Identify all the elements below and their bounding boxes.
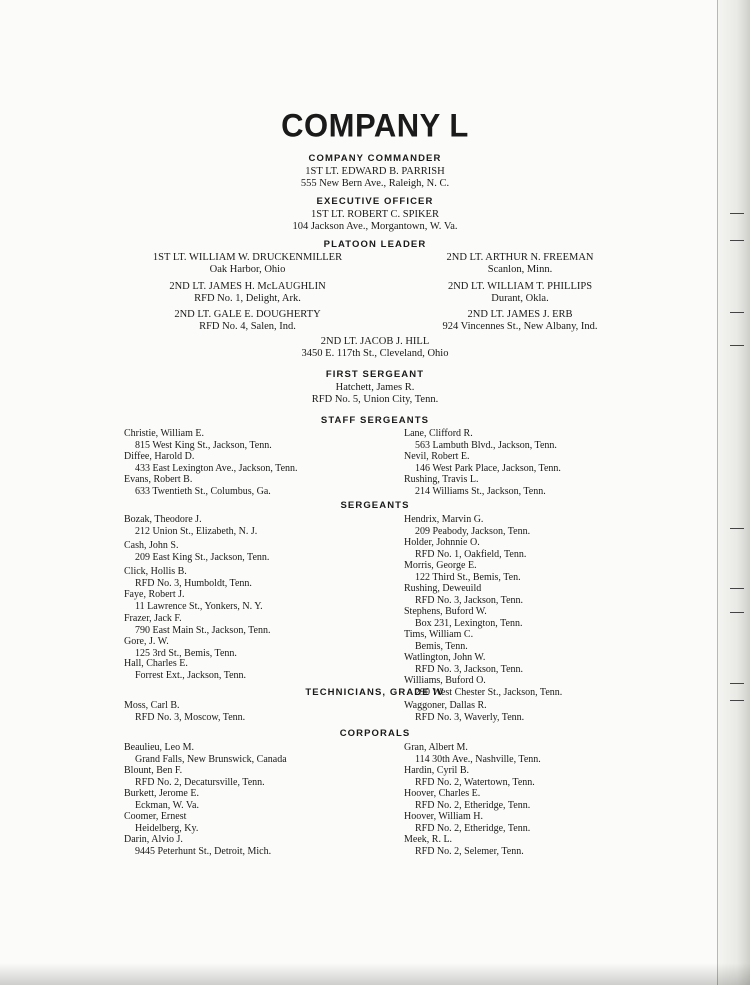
member-name: Gore, J. W. xyxy=(124,636,169,647)
page-binding-edge xyxy=(717,0,750,985)
member-address: Bemis, Tenn. xyxy=(415,640,468,652)
member-name: Evans, Robert B. xyxy=(124,474,193,485)
section-heading-company-commander: COMPANY COMMANDER xyxy=(308,153,442,164)
member-address: RFD No. 1, Oakfield, Tenn. xyxy=(415,548,527,560)
platoon-leader-address: Durant, Okla. xyxy=(491,293,549,304)
list-item xyxy=(404,451,561,474)
member-address: 290 West Chester St., Jackson, Tenn. xyxy=(415,686,563,698)
member-name: Frazer, Jack F. xyxy=(124,613,182,624)
member-name: Gran, Albert M. xyxy=(404,742,468,753)
member-address: Forrest Ext., Jackson, Tenn. xyxy=(135,669,247,681)
member-name: Blount, Ben F. xyxy=(124,765,183,776)
member-address: 209 East King St., Jackson, Tenn. xyxy=(135,551,270,563)
list-item xyxy=(124,700,245,723)
list-item xyxy=(124,566,252,589)
list-item xyxy=(124,636,237,659)
member-address: RFD No. 3, Jackson, Tenn. xyxy=(415,594,524,606)
platoon-leader-name: 2ND LT. WILLIAM T. PHILLIPS xyxy=(447,281,593,292)
list-item xyxy=(404,834,524,857)
executive-officer-name: 1ST LT. ROBERT C. SPIKER xyxy=(311,209,439,220)
list-item xyxy=(124,540,269,563)
platoon-leader-address: 924 Vincennes St., New Albany, Ind. xyxy=(442,321,598,332)
member-address: Box 231, Lexington, Tenn. xyxy=(415,617,523,629)
list-item xyxy=(124,428,272,451)
list-item xyxy=(404,474,546,497)
list-item xyxy=(404,537,526,560)
platoon-leader-entry xyxy=(405,309,635,333)
member-name: Watlington, John W. xyxy=(404,652,486,663)
platoon-leader-name: 2ND LT. GALE E. DOUGHERTY xyxy=(174,309,321,320)
member-address: 125 3rd St., Bemis, Tenn. xyxy=(135,647,237,659)
list-item xyxy=(124,589,263,612)
member-address: 815 West King St., Jackson, Tenn. xyxy=(135,439,272,451)
page-title: COMPANY L xyxy=(281,107,469,144)
section-heading-technicians: TECHNICIANS, GRADE IV xyxy=(305,687,445,698)
member-address: 146 West Park Place, Jackson, Tenn. xyxy=(415,462,561,474)
list-item xyxy=(124,613,271,636)
member-name: Lane, Clifford R. xyxy=(404,428,473,439)
edge-mark xyxy=(730,588,744,589)
member-name: Nevil, Robert E. xyxy=(404,451,470,462)
member-address: 114 30th Ave., Nashville, Tenn. xyxy=(415,753,541,765)
member-address: 633 Twentieth St., Columbus, Ga. xyxy=(135,485,271,497)
page-bottom-shadow xyxy=(0,963,750,985)
member-address: 122 Third St., Bemis, Ten. xyxy=(415,571,521,583)
section-heading-sergeants: SERGEANTS xyxy=(340,500,410,511)
member-name: Click, Hollis B. xyxy=(124,566,187,577)
platoon-leader-name: 1ST LT. WILLIAM W. DRUCKENMILLER xyxy=(152,252,343,263)
member-address: RFD No. 3, Jackson, Tenn. xyxy=(415,663,524,675)
section-heading-first-sergeant: FIRST SERGEANT xyxy=(325,369,425,380)
platoon-leader-name: 2ND LT. JAMES J. ERB xyxy=(467,309,573,320)
platoon-leader-name: 2ND LT. ARTHUR N. FREEMAN xyxy=(446,252,594,263)
member-name: Coomer, Ernest xyxy=(124,811,187,822)
member-address: 11 Lawrence St., Yonkers, N. Y. xyxy=(135,600,263,612)
list-item xyxy=(124,742,287,765)
list-item xyxy=(404,514,530,537)
list-item xyxy=(124,658,246,681)
member-address: RFD No. 3, Humboldt, Tenn. xyxy=(135,577,252,589)
member-name: Diffee, Harold D. xyxy=(124,451,195,462)
member-address: Grand Falls, New Brunswick, Canada xyxy=(135,753,287,765)
member-name: Tims, William C. xyxy=(404,629,474,640)
edge-mark xyxy=(730,345,744,346)
member-address: RFD No. 2, Etheridge, Tenn. xyxy=(415,822,531,834)
member-address: RFD No. 3, Moscow, Tenn. xyxy=(135,711,246,723)
list-item xyxy=(124,474,271,497)
list-item xyxy=(404,560,521,583)
edge-mark xyxy=(730,528,744,529)
list-item xyxy=(124,451,298,474)
member-address: Eckman, W. Va. xyxy=(135,799,199,811)
member-name: Rushing, Deweuild xyxy=(404,583,482,594)
member-address: RFD No. 2, Selemer, Tenn. xyxy=(415,845,524,857)
platoon-leader-entry xyxy=(130,309,365,333)
member-address: 214 Williams St., Jackson, Tenn. xyxy=(415,485,546,497)
member-name: Moss, Carl B. xyxy=(124,700,180,711)
platoon-leader-entry xyxy=(405,281,635,305)
member-name: Meek, R. L. xyxy=(404,834,453,845)
member-name: Rushing, Travis L. xyxy=(404,474,479,485)
member-address: 433 East Lexington Ave., Jackson, Tenn. xyxy=(135,462,298,474)
platoon-leader-address: Scanlon, Minn. xyxy=(487,264,553,275)
member-address: Heidelberg, Ky. xyxy=(135,822,199,834)
platoon-leader-entry xyxy=(405,252,635,276)
platoon-leader-entry xyxy=(130,281,365,305)
section-heading-platoon-leader: PLATOON LEADER xyxy=(323,239,427,250)
member-name: Darin, Alvio J. xyxy=(124,834,183,845)
member-address: RFD No. 2, Decatursville, Tenn. xyxy=(135,776,265,788)
member-name: Christie, William E. xyxy=(124,428,204,439)
member-address: RFD No. 2, Watertown, Tenn. xyxy=(415,776,535,788)
member-name: Cash, John S. xyxy=(124,540,179,551)
first-sergeant-address: RFD No. 5, Union City, Tenn. xyxy=(311,394,439,405)
member-name: Burkett, Jerome E. xyxy=(124,788,199,799)
list-item xyxy=(124,514,257,537)
first-sergeant-name: Hatchett, James R. xyxy=(335,382,415,393)
platoon-leader-center-name: 2ND LT. JACOB J. HILL xyxy=(320,336,430,347)
section-heading-corporals: CORPORALS xyxy=(339,728,411,739)
list-item xyxy=(404,629,473,652)
member-address: 563 Lambuth Blvd., Jackson, Tenn. xyxy=(415,439,557,451)
list-item xyxy=(404,765,535,788)
platoon-leader-address: Oak Harbor, Ohio xyxy=(209,264,286,275)
member-address: 209 Peabody, Jackson, Tenn. xyxy=(415,525,531,537)
member-address: RFD No. 3, Waverly, Tenn. xyxy=(415,711,525,723)
edge-mark xyxy=(730,700,744,701)
member-name: Hendrix, Marvin G. xyxy=(404,514,484,525)
member-name: Waggoner, Dallas R. xyxy=(404,700,487,711)
list-item xyxy=(404,583,523,606)
list-item xyxy=(404,652,523,675)
list-item xyxy=(404,811,530,834)
list-item xyxy=(404,788,530,811)
member-name: Morris, George E. xyxy=(404,560,477,571)
member-name: Hall, Charles E. xyxy=(124,658,188,669)
member-name: Bozak, Theodore J. xyxy=(124,514,202,525)
edge-mark xyxy=(730,240,744,241)
platoon-leader-name: 2ND LT. JAMES H. McLAUGHLIN xyxy=(169,281,326,292)
edge-mark xyxy=(730,213,744,214)
member-address: 9445 Peterhunt St., Detroit, Mich. xyxy=(135,845,272,857)
list-item xyxy=(404,742,541,765)
member-name: Beaulieu, Leo M. xyxy=(124,742,194,753)
executive-officer-address: 104 Jackson Ave., Morgantown, W. Va. xyxy=(292,221,458,232)
member-name: Faye, Robert J. xyxy=(124,589,185,600)
list-item xyxy=(124,811,198,834)
list-item xyxy=(124,834,271,857)
member-address: RFD No. 2, Etheridge, Tenn. xyxy=(415,799,531,811)
section-heading-staff-sergeants: STAFF SERGEANTS xyxy=(320,415,430,426)
list-item xyxy=(404,700,524,723)
member-name: Hoover, Charles E. xyxy=(404,788,481,799)
platoon-leader-entry xyxy=(130,252,365,276)
member-name: Williams, Buford O. xyxy=(404,675,486,686)
commander-name: 1ST LT. EDWARD B. PARRISH xyxy=(305,166,445,177)
platoon-leader-address: RFD No. 4, Salen, Ind. xyxy=(199,321,296,332)
edge-mark xyxy=(730,683,744,684)
commander-address: 555 New Bern Ave., Raleigh, N. C. xyxy=(300,178,450,189)
member-name: Hardin, Cyril B. xyxy=(404,765,469,776)
member-name: Stephens, Buford W. xyxy=(404,606,487,617)
section-heading-executive-officer: EXECUTIVE OFFICER xyxy=(316,196,434,207)
list-item xyxy=(404,606,522,629)
platoon-leader-center-address: 3450 E. 117th St., Cleveland, Ohio xyxy=(301,348,449,359)
list-item xyxy=(124,788,199,811)
platoon-leader-address: RFD No. 1, Delight, Ark. xyxy=(194,293,301,304)
edge-mark xyxy=(730,612,744,613)
member-address: 212 Union St., Elizabeth, N. J. xyxy=(135,525,258,537)
member-name: Holder, Johnnie O. xyxy=(404,537,480,548)
member-name: Hoover, William H. xyxy=(404,811,483,822)
member-address: 790 East Main St., Jackson, Tenn. xyxy=(135,624,271,636)
list-item xyxy=(124,765,265,788)
list-item xyxy=(404,428,557,451)
edge-mark xyxy=(730,312,744,313)
